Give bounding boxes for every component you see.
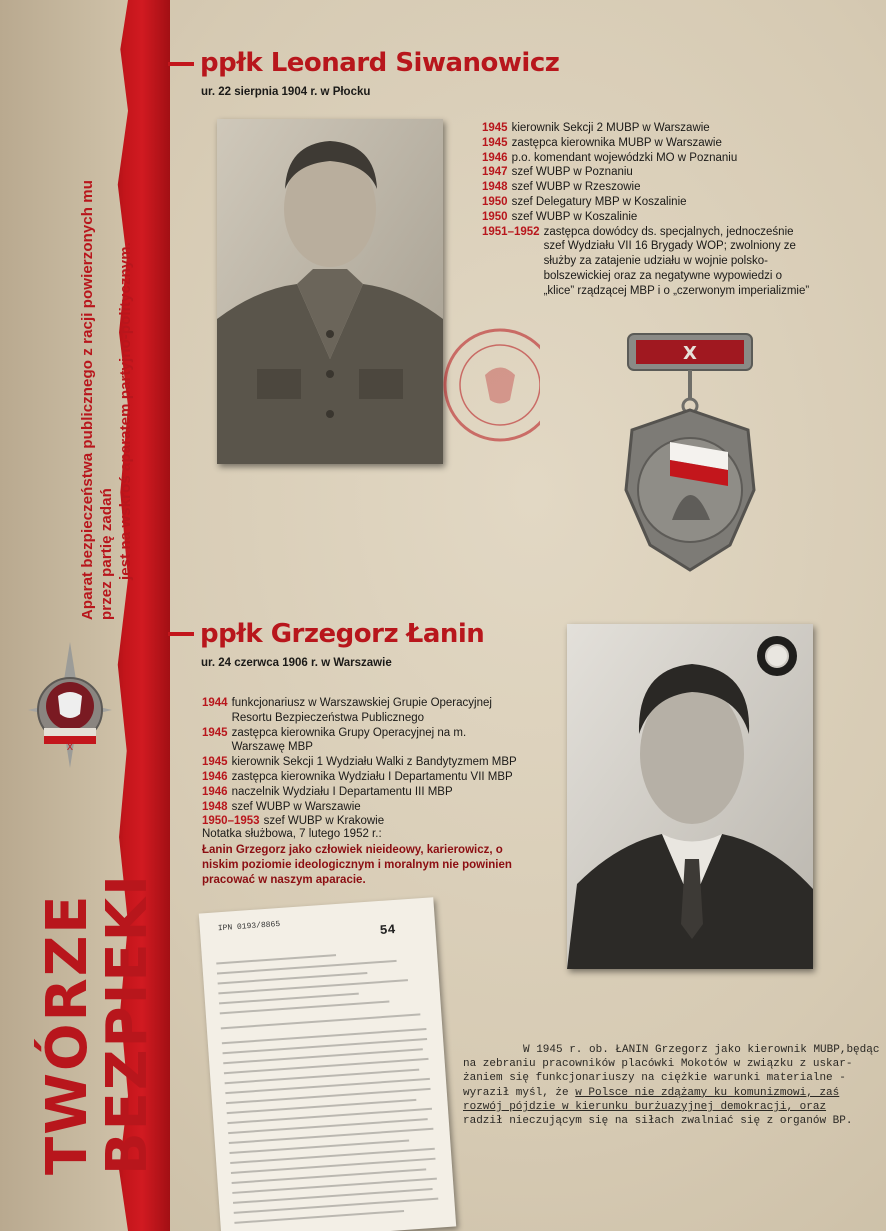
service-note-body: Łanin Grzegorz jako człowiek nieideowy, karierowicz, o niskim poziomie ideologicznym i moralnym nie powinien pracować w naszym aparacie. (202, 844, 512, 886)
quote-line: rozwój pójdzie w kierunku burżuazyjnej demokracji, oraz (463, 1100, 827, 1113)
quote-line: żaniem się funkcjonariuszy na ciężkie warunki materialne - (463, 1072, 846, 1085)
career-row: 1950–1953 szef WUBP w Krakowie (202, 815, 385, 828)
quote-line: W 1945 r. ob. ŁANIN Grzegorz jako kierownik MUBP,będąc (523, 1044, 880, 1056)
career-row: 1945 zastępca kierownika Grupy Operacyjnej na m. Warszawę MBP (202, 726, 467, 754)
person1-birth: ur. 22 sierpnia 1904 r. w Płocku (201, 86, 371, 98)
typed-quote (463, 1043, 883, 1128)
person1-name: ppłk Leonard Siwanowicz (200, 48, 560, 78)
quote-line: radził nieczującym się na siłach zwalniać się z organów BP. (463, 1115, 853, 1128)
person1-heading-bar (168, 62, 194, 66)
career-row: 1951–1952 zastępca dowódcy ds. specjalnych, jednocześnie szef Wydziału VII 16 Brygady WOP; zwolniony ze służby za zatajenie udziału w wojnie polsko-bolszewickiej oraz za negatywne wypowiedzi o „klice” rządzącej MBP i o „czerwonym imperializmie” (482, 225, 810, 297)
career-row: 1950 szef Delegatury MBP w Koszalinie (482, 195, 687, 208)
svg-text:X: X (66, 743, 74, 753)
sidebar-motto (78, 140, 135, 620)
document-number: 54 (379, 921, 396, 938)
person1-career-list (482, 121, 812, 299)
person2-birth: ur. 24 czerwca 1906 r. w Warszawie (201, 657, 392, 669)
career-row: 1947 szef WUBP w Poznaniu (482, 166, 633, 179)
archival-document (199, 897, 456, 1231)
quote-line: wyraził myśl, że w Polsce nie zdążamy ku komunizmowi, zaś (463, 1086, 840, 1099)
red-stamp-icon (440, 315, 540, 455)
career-row: 1946 p.o. komendant wojewódzki MO w Poznaniu (482, 151, 738, 164)
service-note-title: Notatka służbowa, 7 lutego 1952 r.: (202, 828, 382, 840)
person1-photo (217, 119, 443, 464)
career-row: 1945 zastępca kierownika MUBP w Warszawie (482, 136, 722, 149)
document-ipn-signature: IPN 0193/8865 (217, 919, 281, 934)
career-row: 1950 szef WUBP w Koszalinie (482, 210, 638, 223)
person2-photo (567, 624, 813, 969)
security-badge-icon (22, 640, 118, 770)
medal-icon (620, 330, 760, 580)
person2-heading-bar (168, 632, 194, 636)
career-row: 1948 szef WUBP w Warszawie (202, 800, 361, 813)
career-row: 1946 naczelnik Wydziału I Departamentu III MBP (202, 785, 453, 798)
career-row: 1946 zastępca kierownika Wydziału I Departamentu VII MBP (202, 770, 513, 783)
person2-name: ppłk Grzegorz Łanin (200, 619, 485, 649)
motto-line-2: jest na wskroś aparatem partyjno-politycznym. (117, 242, 134, 580)
career-row: 1948 szef WUBP w Rzeszowie (482, 181, 641, 194)
sidebar-title: TWÓRZE BEZPIEKI (35, 873, 160, 1175)
quote-line: na zebraniu pracowników placówki Mokotów w związku z uskar- (463, 1058, 853, 1071)
career-row: 1945 kierownik Sekcji 2 MUBP w Warszawie (482, 122, 710, 134)
career-row: 1944 funkcjonariusz w Warszawskiej Grupie Operacyjnej Resortu Bezpieczeństwa Publicznego (202, 697, 492, 724)
svg-text:X: X (683, 343, 697, 364)
motto-line-1: Aparat bezpieczeństwa publicznego z racji powierzonych mu przez partię zadań (79, 180, 115, 620)
career-row: 1945 kierownik Sekcji 1 Wydziału Walki z Bandytyzmem MBP (202, 756, 517, 769)
person2-career-list (202, 696, 522, 829)
